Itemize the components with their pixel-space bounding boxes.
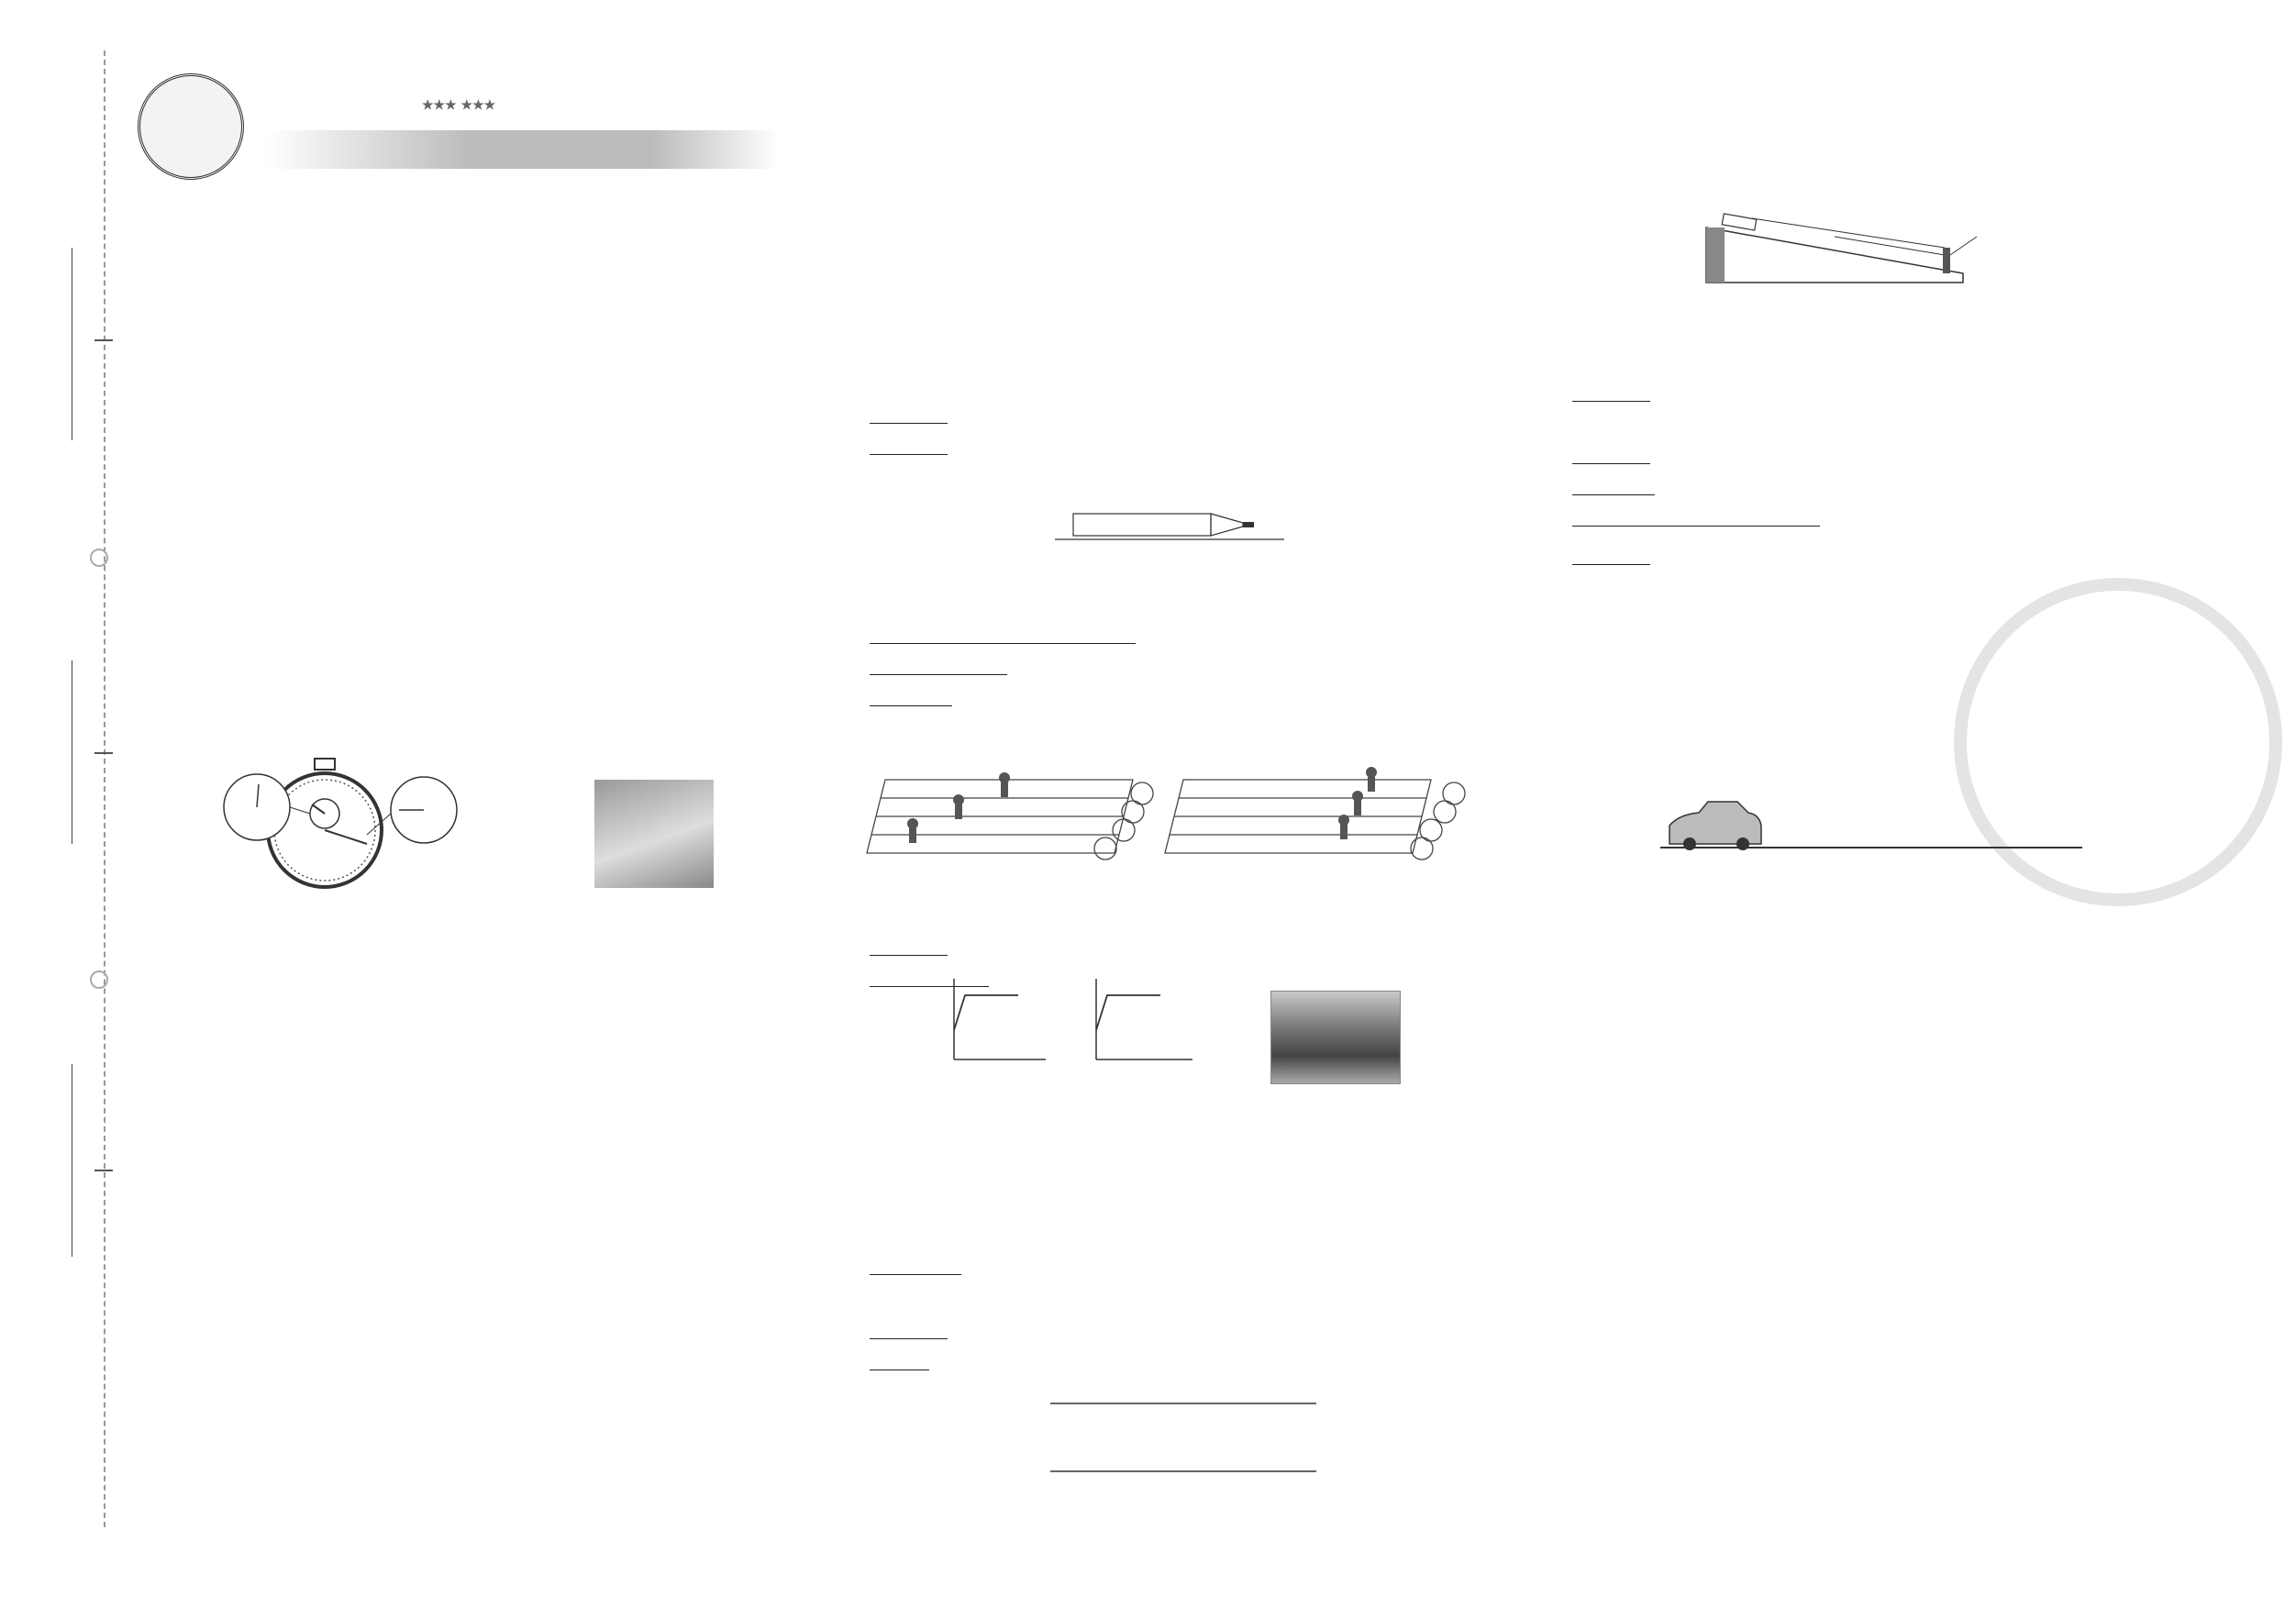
q10-blank-1[interactable]: [870, 623, 1136, 644]
q9-blank-2[interactable]: [870, 434, 948, 455]
q14-blank-1[interactable]: [1572, 381, 1650, 402]
logo: [138, 73, 244, 180]
star-icon: ★★★: [460, 98, 496, 113]
q14-blank-5[interactable]: [1572, 544, 1650, 565]
q11-blank-1[interactable]: [870, 935, 948, 956]
q14-p3-a: [1572, 473, 1655, 505]
q14-blank-3[interactable]: [1572, 474, 1655, 495]
binding-line: [104, 50, 105, 1527]
graph-jia: [926, 968, 1055, 1087]
car-timeline-figure: [1014, 1363, 1325, 1501]
q9-line-3: [870, 433, 948, 464]
q14-blank-4[interactable]: [1572, 505, 1820, 527]
q9-blank-1[interactable]: [870, 403, 948, 424]
q14-p2-b: [1572, 442, 1650, 473]
q13-line-3: [870, 1348, 929, 1380]
header-badge: [422, 88, 495, 115]
star-icon: ★★★: [422, 98, 461, 113]
title-band: [266, 130, 780, 169]
q14-p4-a: [1572, 543, 1650, 574]
incline-figure: [1697, 200, 2027, 347]
stopwatch-figure: [220, 757, 459, 894]
bus-photo: [1270, 991, 1401, 1084]
q11-line-2: [870, 934, 948, 965]
rover-photo: [594, 780, 714, 888]
q14-p1-b: [1572, 380, 1650, 411]
q13-line-2: [870, 1317, 948, 1348]
punch-hole-2: [90, 970, 108, 989]
q14-p3-b: [1572, 505, 1820, 536]
seal-mark-line: [94, 339, 113, 341]
graph-yi: [1069, 968, 1206, 1087]
q10-blank-3[interactable]: [870, 685, 952, 706]
chart-a: [871, 72, 1174, 255]
seal-mark-seal: [94, 752, 113, 754]
q12-line-4: [870, 1253, 961, 1284]
road-signs-figure: [1651, 706, 2091, 890]
q12-blank[interactable]: [870, 1254, 961, 1275]
q10-line-4: [870, 684, 952, 715]
q14-blank-2[interactable]: [1572, 443, 1650, 464]
q10-line-3: [870, 653, 1007, 684]
punch-hole-1: [90, 549, 108, 567]
running-track-figure: [858, 761, 1500, 862]
q13-blank-2[interactable]: [870, 1349, 929, 1370]
ruler-coil-figure: [1046, 510, 1303, 574]
seal-mark-secret: [94, 1170, 113, 1171]
q9-line-2: [870, 402, 948, 433]
q10-blank-2[interactable]: [870, 654, 1007, 675]
q13-blank-1[interactable]: [870, 1318, 948, 1339]
chart-b: [1174, 72, 1477, 255]
q10-line-2: [870, 622, 1136, 653]
